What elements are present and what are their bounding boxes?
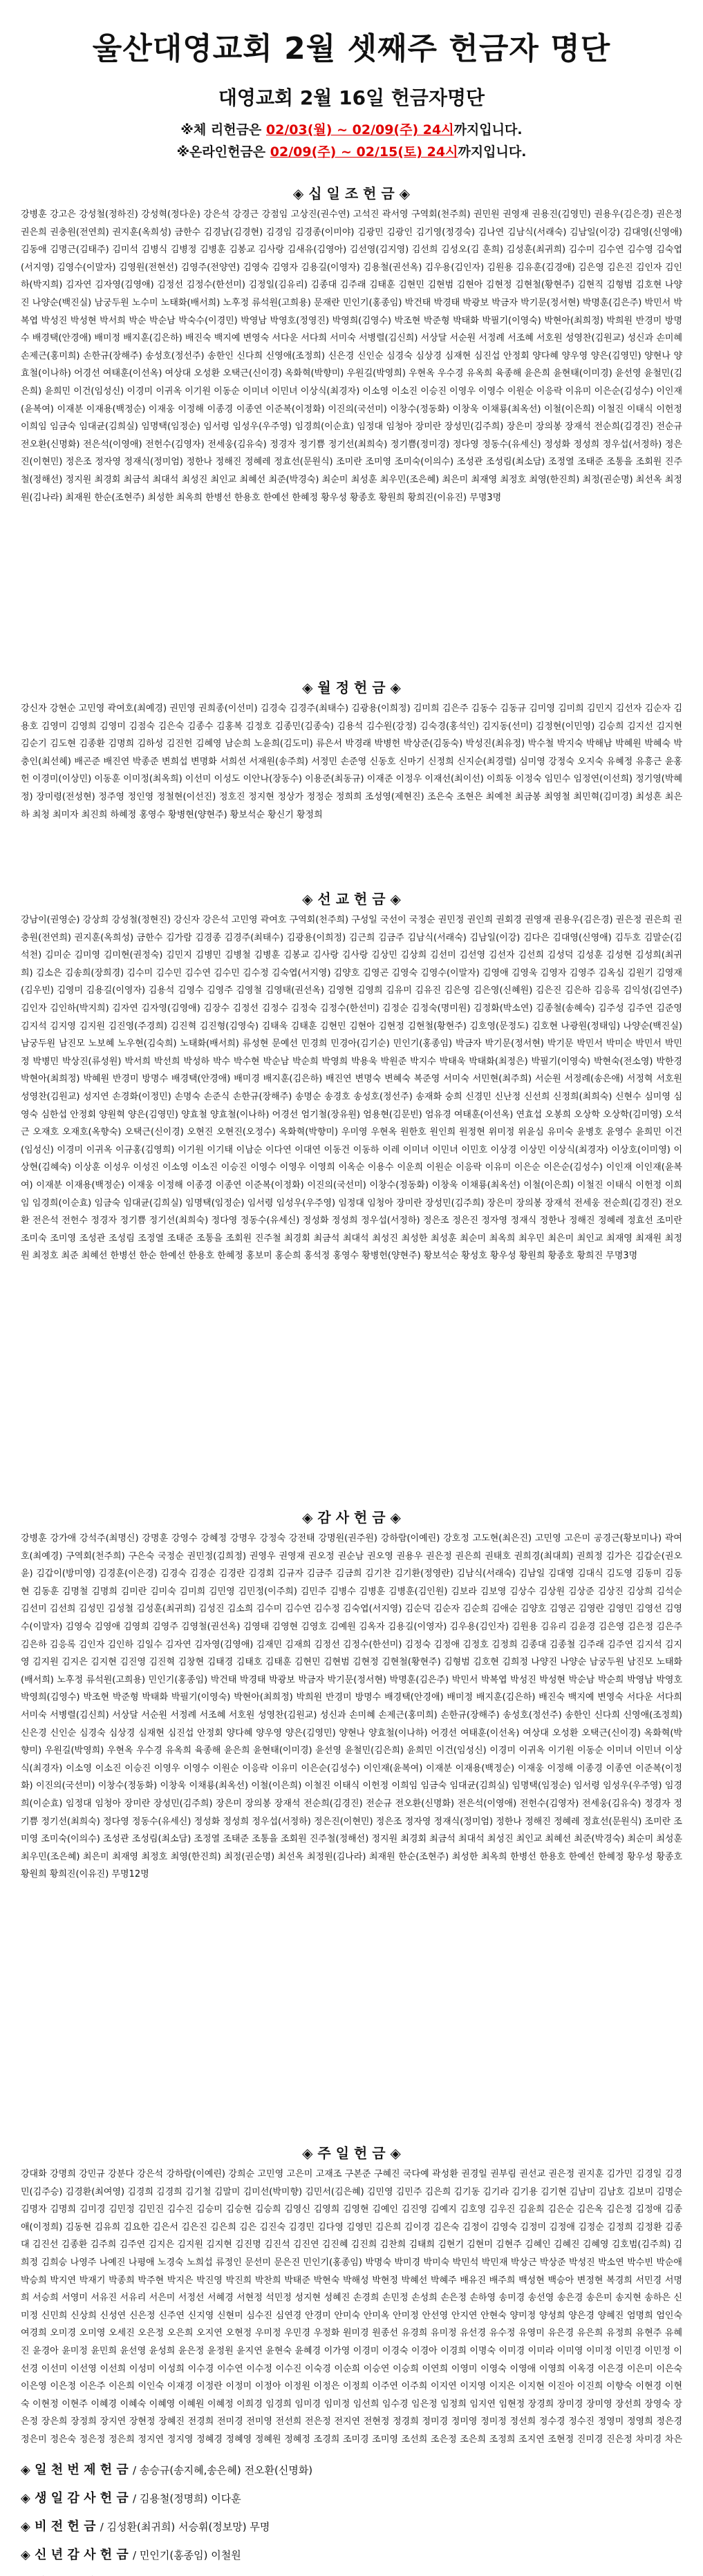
offering-period-notice-2 [0, 141, 703, 163]
list-item [21, 2484, 682, 2512]
section-title: ◈ 주 일 헌 금 ◈ [302, 2145, 401, 2161]
list-item [21, 2541, 682, 2569]
donor-names: 강대화 강명희 강민규 강분다 강은석 강하람(이예린) 강희순 고민영 고은미 고재조 구본준 구혜진 국다예 곽성환 권경일 권부림 권선교 권은정 권지훈 김가민 김경일 김경민(김주승) 김경환(최여영) 김경희 김경희 김기철 김말미 김미선(박미향) 김민서(김은혜) 김민영 김민주 김은희 김기동 김기라 김기용 김기현 김남미 김남호 김보미 김명순 김명자 김명희 김미경 김민정 김민진 김수진 김승미 김승현 김승희 김영신 김영희 김영현 김예인 김진영 김예지 김호영 김우진 김윤희 김은순 김은옥 김은정 김정애 김종애(이정희) 김동현 김유희 김요한 김은서 김은진 김은희 김은 김진숙 김경민 김다영 김영민 김은희 김이경 김은숙 김정이 김영숙 김정미 김정애 김정순 김정희 김정환 김종대 김진선 김종환 김주희 김주연 김지은 김지원 김지현 김진명 김진석 김진연 김진혜 김진희 김찬희 김태희 김현기 김현미 김현주 김혜인 김혜진 김혜영 김호범(김주희) 김희정 김희승 나영주 나예진 나평애 노경숙 노희섭 류정인 문선미 문은진 민인기(홍종임) 박명숙 박미경 박미숙 박민석 박민재 박상근 박상준 박성진 박소연 박수빈 박순애 박승희 박지연 박재기 박종희 박주현 박지은 박진영 박진희 박찬희 박태준 박현숙 박해성 박현정 박혜선 박혜주 배유진 배주희 백성현 백승아 변정현 복경희 서민경 서명희 서승희 서영미 서유진 서유리 서은미 서정선 서혜경 서현정 석민정 성지현 성혜진 손경희 손민정 손성희 손은정 손하영 송미경 송선영 송은경 송은미 송지현 송하은 신미정 신민희 신상희 신성연 신은정 신주연 신지영 신현미 심수진 심연경 안경미 안미숙 안미옥 안미정 안선영 안지연 안현숙 양미정 양성희 양은경 양혜진 엄명희 엄인숙 여경희 오미경 오미영 오세진 오은정 오은희 오지연 오현정 우미정 우민경 우정화 원미경 원종선 유경희 유미정 유선경 유수정 유영미 유은경 유은희 유정희 유현주 유혜진 윤경아 윤미정 윤민희 윤선영 윤성희 윤은정 윤정원 윤지연 윤현숙 윤혜경 이가영 이경미 이경숙 이경아 이경희 이명숙 이미경 이미라 이미영 이미정 이민경 이민정 이선경 이선미 이선영 이선희 이성미 이성희 이수경 이수연 이수정 이수진 이숙경 이순희 이승연 이승희 이연희 이영미 이영숙 이영애 이영희 이옥경 이은경 이은미 이은숙 이은영 이은정 이은주 이은희 이인숙 이재경 이정란 이정미 이정아 이정원 이정은 이정희 이주연 이주희 이지연 이지영 이지은 이지현 이진아 이진희 이향숙 이현경 이현숙 이현정 이현주 이혜경 이혜숙 이혜영 이혜원 이혜정 이희경 임경희 임미경 임미정 임선희 임수경 임은정 임정희 임지연 임현정 장경희 장미경 장미영 장선희 장영숙 장은정 장은희 장정희 장지연 장현정 장혜진 전경희 전미경 전미영 전선희 전은정 전지연 전현정 정경희 정미경 정미영 정미정 정선희 정수경 정수진 정영미 정영희 정은경 정은미 정은숙 정은정 정은희 정지연 정지영 정혜경 정혜영 정혜원 정혜정 조경희 조미경 조미영 조선희 조은정 조은희 조정희 조지연 조현정 진미경 진은정 차미경 차은 [21, 2169, 682, 2445]
offering-donors: / 민인기(홍종임) 이철원 [133, 2549, 241, 2561]
page-subtitle: 대영교회 2월 16일 헌금자명단 [218, 86, 485, 109]
period-suffix: 까지입니다. [453, 122, 523, 138]
period-range: 02/09(주) ~ 02/15(토) 24시 [270, 144, 458, 160]
period-suffix: 까지입니다. [458, 144, 527, 160]
offering-donors: / 송승규(송지혜,송은혜) 전오환(신명화) [133, 2464, 313, 2476]
offering-period-notice-1 [0, 119, 703, 141]
period-range: 02/03(월) ~ 02/09(주) 24시 [265, 122, 454, 138]
section-title: ◈ 십 일 조 헌 금 ◈ [292, 185, 411, 202]
period-prefix: ※체 리헌금은 [180, 122, 266, 138]
offering-label: ◈ 신 년 감 사 헌 금 [21, 2548, 133, 2562]
monthly-offering-section [21, 675, 682, 877]
tithe-section [21, 181, 682, 665]
page-title: 울산대영교회 2월 셋째주 헌금자 명단 [92, 31, 611, 66]
section-title: ◈ 월 정 헌 금 ◈ [302, 679, 401, 696]
offering-label: ◈ 일 천 번 제 헌 금 [21, 2463, 133, 2477]
donor-names: 강신자 강현순 고민영 곽여호(최예경) 권민영 권희종(이선미) 김경숙 김경주(최태수) 김광용(이희정) 김미희 김은주 김동수 김동규 김미영 김미희 김민지 김선자 김순자 김용호 김영미 김영희 김영미 김점숙 김은숙 김종수 김홍복 김정호 김종민(김종숙) 김용석 김수원(강정) 김숙경(홍석인) 김지동(선미) 김정현(이민영) 김승희 김지선 김지현 김순기 김도현 김종환 김명희 김하성 김진헌 김혜영 남순희 노윤희(김도미) 류은서 박경래 박병헌 박상준(김동숙) 박성진(최유정) 박수철 박지숙 박해남 박혜원 박혜숙 박충인(최선헤) 배곤준 배진연 박종준 변희섭 변명화 서희선 서재원(송주희) 서정민 손준영 신동호 신마기 신정희 신지순(최경렬) 심미영 강정숙 오지숙 유혜정 유흥근 윤홍헌 이경미(이상민) 이동훈 이미정(최옥희) 이선미 이성도 이안나(장동수) 이용준(최동규) 이재준 이정우 이재선(최이선) 이희동 이정숙 임민수 임정연(이선희) 정기영(박혜정) 장미령(전성현) 정주영 정인영 정철현(이선진) 정호진 정지현 정상가 정정순 정희희 조성영(제현진) 조은숙 조현은 최예천 최금봉 최영철 최민혁(김미경) 최성흔 최은하 최청 최미자 최진희 하혜정 홍영수 황병현(양현주) 황보석순 황신기 황정희 [21, 703, 682, 820]
donor-names: 강남이(권영순) 강상희 강성철(정현진) 강신자 강은석 고민영 곽여호 구역회(천주희) 구성일 국선이 국정순 권민정 권인희 권회경 권영재 권용우(김은경) 권은정 권은희 권충원(전연희) 권지훈(옥희성) 금한수 김가람 김경종 김경주(최태수) 김광용(이희정) 김근희 김금주 김남식(서래숙) 김남일(이강) 김다은 김대영(신영애) 김두호 김말순(김석천) 김미순 김미영 김미현(권정숙) 김민지 김병민 김병철 김병훈 김봉교 김사랑 김사랑 김상민 김상희 김선미 김선영 김선자 김선희 김성덕 김성훈 김성현 김성희(최귀희) 김소은 김송희(장희경) 김수미 김수민 김수연 김수민 김수정 김숙엽(서지영) 김양호 김영곤 김영숙 김영수(이말자) 김영애 김영욱 김영자 김영주 김옥심 김원기 김영재(김우빈) 김영미 김용길(이영자) 김용석 김영수 김영주 김영철 김영태(권선옥) 김영현 김영희 김유미 김유진 김은영 김은영(신혜원) 김은진 김은하 김응록 김익성(김연주) 김인자 김인하(박지희) 김자연 김자영(김영애) 김장수 김정선 김정수 김정숙 김정수(한선미) 김정순 김정숙(명미원) 김정화(박소연) 김종철(송혜숙) 김주성 김주연 김준영 김지석 김지영 김지원 김진영(주경희) 김진혁 김진형(김영숙) 김태욱 김태훈 김현민 김현아 김현정 김현철(황현주) 김호영(문정도) 김호현 나광원(정태임) 나양순(백진실) 남궁두원 남진모 노보혜 노우현(김숙희) 노태화(배서희) 류성현 문예선 민경희 민경아(김기순) 민인기(홍종임) 박금자 박기문(정서현) 박기문 박민서 박미순 박민서 박민정 박병민 박상진(류성원) 박서희 박선희 박성하 박수 박수현 박순남 박순희 박영희 박용욱 박원준 박지수 박태욱 박태화(최정은) 박필기(이영숙) 박현숙(전소영) 박한경 박현아(최희정) 박혜원 반경미 방명수 배경택(안경애) 배미경 배지훈(김은하) 배진연 변명숙 변혜숙 복준영 서미숙 서민현(최주희) 서순원 서정례(송은애) 서정혁 서호원 성영찬(김원교) 성지연 손경화(이정민) 손명숙 손준식 손한규(장해주) 송명순 송경호 송성호(정선주) 송재화 숭희 신경민 신난정 신선희 신정희(최희숙) 신현수 심미영 심영숙 심한섭 안정회 양원혁 양은(김영민) 양효철 양효철(이나하) 어경선 엄기철(장유원) 엄용현(김문빈) 엄유경 여태훈(이선옥) 연효섭 오봉희 오상학 오상학(김미영) 오석근 오재호 오재호(옥향숙) 오택근(신이경) 오현진 오현진(오정수) 옥화혁(박향미) 우미영 우현옥 원한호 원인희 원정현 위미정 위윤심 유미숙 윤병호 윤영수 윤희민 이건(임성신) 이경미 이귀옥 이규홍(김영희) 이기원 이기태 이남순 이다연 이대연 이동건 이동하 이레 이미녀 이민녀 이민호 이상경 이상민 이상식(최경자) 이상호(이미영) 이상현(김혜숙) 이상훈 이성우 이성진 이소영 이소진 이승진 이영수 이영우 이영희 이옥순 이용수 이운희 이원순 이응락 이유미 이은순 이은순(김성수) 이인재 이인재(윤복여) 이재분 이재용(백정순) 이재웅 이정해 이종경 이종연 이준복(이정화) 이진의(국선미) 이창수(정동화) 이창욱 이채룡(최옥선) 이철(이은희) 이철진 이태식 이헌정 이희임 임경희(이순효) 임금숙 임대균(김희실) 임명택(임정순) 임서령 임성우(우주영) 임정대 임청아 장미란 장성민(김주희) 장은미 장의봉 장재석 전세웅 전순희(김경진) 전오환 전은석 전헌수 정경자 정기쁨 정기선(최희숙) 정다영 정동수(유세신) 정성화 정성희 정우섭(서정하) 정은조 정은진 정자영 정재식 정한나 정해진 정혜레 정효선 조미란 조미숙 조미영 조성관 조성림 조정열 조태준 조통을 조회원 진주철 최경회 최금석 최대석 최성진 최성한 최성훈 최순미 최옥희 최우민 최은미 최인교 최재영 최재원 최정원 최정호 최준 최혜선 한병선 한순 한예선 한용호 한혜정 홍보미 홍순희 홍석정 홍영수 황병헌(양현주) 황보석순 황성호 황우성 황원희 황종호 황희진 무명3명 [21, 915, 682, 1262]
donor-names: 강병훈 강고은 강성철(정하진) 강성혁(정다운) 강은석 강경근 강점임 고상진(권수연) 고석진 곽서영 구역회(천주희) 권민원 권영재 권용진(김영민) 권용우(김은경) 권은정 권은희 권충원(전연희) 권지훈(옥희성) 금한수 김경남(김경현) 김경임 김경종(이미야) 김광민 김광인 김기영(정경숙) 김나연 김남식(서래숙) 김남일(이강) 김대영(신영애) 김동애 김명근(김태주) 김미석 김병식 김병정 김병훈 김봉교 김사랑 김새유(김영아) 김선영(김지영) 김선희 김성오(김 훈희) 김성훈(최귀희) 김수미 김수연 김수영 김숙엽(서지영) 김영수(이말자) 김영원(전현선) 김영주(전양연) 김영숙 김영자 김용길(이영자) 김용철(권선옥) 김우용(김인자) 김원용 김유훈(김경애) 김은영 김은진 김인자 김인하(박지희) 김자연 김자영(김영애) 김정선 김정수(한선미) 김정일(김유리) 김종대 김주래 김태훈 김현민 김현범 김현아 김현정 김현철(황현주) 김현직 김형범 김호현 나양진 나양순(백진실) 남궁두원 노수미 노태화(배서희) 노후정 류석원(고희용) 문재란 민인기(홍종임) 박건태 박경태 박광보 박금자 박기문(정서현) 박명훈(김은주) 박민서 박복엽 박성진 박성현 박서희 박순 박순남 박숙수(이경민) 박영남 박영호(정영진) 박영희(김영수) 박조현 박준형 박태화 박필기(이영숙) 박현아(최희정) 박희원 반경미 방명수 배경택(안경애) 배미정 배지훈(김은하) 배진숙 백지예 변영숙 서다운 서다희 서미숙 서병렬(김신희) 서상달 서순원 서정례 서조혜 서호원 성영찬(김원교) 성신과 손미혜 손제근(홍미희) 손한규(장해주) 송성호(정선주) 송한인 신다희 신영애(조정희) 신은경 신인순 심경숙 심상경 심재현 심진섭 안정회 양다혜 양우영 양은(김영민) 양현나 양효철(이나하) 어경선 여태훈(이선옥) 여상대 오성환 오택근(신이경) 옥화혁(박향미) 우원길(박영희) 우현옥 우수경 유옥희 육종해 윤은희 윤현태(이미경) 윤선영 윤철민(김은희) 윤희민 이건(임성신) 이경미 이귀옥 이기원 이동순 이미녀 이민녀 이상식(최경자) 이소영 이소진 이승진 이영우 이영수 이원순 이응락 이유미 이은순(김성수) 이인재(윤복여) 이재분 이재용(백정순) 이재웅 이정해 이종경 이종연 이준복(이정화) 이진의(국선미) 이창수(정동화) 이창욱 이채룡(최옥선) 이철(이은희) 이철진 이태식 이헌정 이희임 임금숙 임대균(김희실) 임명택(임정순) 임서령 임성우(우주영) 임경희(이순효) 임정대 임청아 장미란 장성민(김주희) 장은미 장의봉 장재석 전순희(김경진) 전순규 전오환(신명화) 전은석(이영애) 전헌수(김영자) 전세웅(김유숙) 정경자 정기쁨 정기선(최희숙) 정기쁨(정미경) 정다영 정동수(유세신) 정성화 정성희 정우섭(서정하) 정은진(이현민) 정은조 정자영 정재식(정미엄) 정한나 정해진 정혜레 정효선(문원식) 조미란 조미영 조미숙(이의수) 조성관 조성림(최소담) 조정열 조태준 조통을 조회원 진주철(정해선) 정지원 최경회 최금석 최대석 최성진 최인교 최혜선 최준(박경숙) 최순미 최성훈 최우민(조은혜) 최은미 최재영 최정호 최영(한진희) 최정(권순명) 최선옥 최정원(김나라) 최재원 한순(조현주) 최성한 최옥희 한병선 한용호 한예선 한혜정 황우성 황종호 황원희 황희진(이유진) 무명3명 [21, 209, 682, 503]
thanksgiving-offering-section [21, 1505, 682, 2131]
sunday-offering-section [21, 2141, 682, 2449]
offering-donors: / 김용철(정명희) 이다훈 [133, 2492, 241, 2505]
list-item [21, 2512, 682, 2541]
offering-label: ◈ 생 일 감 사 헌 금 [21, 2491, 133, 2506]
offering-donors: / 김성환(최귀희) 서승휘(정보망) 무명 [100, 2521, 270, 2533]
mission-offering-section [21, 887, 682, 1495]
offering-label: ◈ 비 전 헌 금 [21, 2519, 100, 2534]
special-offerings-list [21, 2456, 682, 2576]
list-item [21, 2456, 682, 2484]
period-prefix: ※온라인헌금은 [176, 144, 270, 160]
list-item [21, 2569, 682, 2576]
section-title: ◈ 선 교 헌 금 ◈ [302, 891, 401, 907]
donor-names: 강병훈 강가애 강석주(최명신) 강명훈 강영수 강혜정 강명우 강정숙 강전태 강명원(권주원) 강하람(이예린) 강호정 고도현(최은진) 고민영 고은미 공경근(황보미나) 곽여호(최예경) 구역회(천주희) 구은숙 국정순 권민정(김희정) 권영우 권영재 권오정 권순남 권오영 권용우 권은정 권은희 권태호 권희경(최대희) 권희정 김가은 김갑순(권오윤) 김갑이(방미영) 김경훈(이은경) 김경숙 김경순 김경란 김경회 김규자 김금주 김금희 김기찬 김기환(정영란) 김남식(서래숙) 김남일 김대영 김대식 김도영 김동미 김동현 김동훈 김명철 김명희 김미란 김미숙 김미희 김민영 김민정(이주희) 김민주 김병수 김병훈 김병훈(김인원) 김보라 김보영 김상수 김상원 김상준 김상진 김상희 김석순 김선미 김선희 김성민 김성철 김성훈(최귀희) 김성진 김소희 김수미 김수연 김수정 김숙엽(서지영) 김순덕 김순자 김순희 김애순 김양호 김영곤 김영란 김영민 김영선 김영수(이말자) 김영숙 김영애 김영희 김영주 김영철(권선옥) 김영태 김영현 김영호 김예원 김옥자 김용길(이영자) 김우용(김인자) 김원용 김유리 김윤경 김은영 김은정 김은주 김은하 김응록 김인자 김인하 김일수 김자연 김자영(김영애) 김재민 김재희 김정선 김정수(한선미) 김정숙 김정애 김정호 김정희 김종대 김종철 김주래 김주연 김지석 김지영 김지원 김지은 김지현 김진영 김진혁 김창현 김태경 김태호 김태훈 김현민 김현범 김현정 김현철(황현주) 김형범 김호현 김희정 나양진 나양순 남궁두원 남진모 노태화(배서희) 노후정 류석원(고희용) 민인기(홍종임) 박건태 박경태 박광보 박금자 박기문(정서현) 박명훈(김은주) 박민서 박복엽 박성진 박성현 박순남 박순희 박영남 박영호 박영희(김영수) 박조현 박준형 박태화 박필기(이영숙) 박현아(최희정) 박희원 반경미 방명수 배경택(안경애) 배미정 배지훈(김은하) 배진숙 백지예 변영숙 서다운 서다희 서미숙 서병렬(김신희) 서상달 서순원 서정례 서조혜 서호원 성영찬(김원교) 성신과 손미혜 손제근(홍미희) 손한규(장해주) 송성호(정선주) 송한인 신다희 신영애(조정희) 신은경 신인순 심경숙 심상경 심재현 심진섭 안정회 양다혜 양우영 양은(김영민) 양현나 양효철(이나하) 어경선 여태훈(이선옥) 여상대 오성환 오택근(신이경) 옥화혁(박향미) 우원길(박영희) 우현옥 우수경 유옥희 육종해 윤은희 윤현태(이미경) 윤선영 윤철민(김은희) 윤희민 이건(임성신) 이경미 이귀옥 이기원 이동순 이미녀 이민녀 이상식(최경자) 이소영 이소진 이승진 이영우 이영수 이원순 이응락 이유미 이은순(김성수) 이인재(윤복여) 이재분 이재용(백정순) 이재웅 이정해 이종경 이종연 이준복(이정화) 이진의(국선미) 이창수(정동화) 이창욱 이채룡(최옥선) 이철(이은희) 이철진 이태식 이헌정 이희임 임금숙 임대균(김희실) 임명택(임정순) 임서령 임성우(우주영) 임경희(이순효) 임정대 임청아 장미란 장성민(김주희) 장은미 장의봉 장재석 전순희(김경진) 전순규 전오환(신명화) 전은석(이영애) 전헌수(김영자) 전세웅(김유숙) 정경자 정기쁨 정기선(최희숙) 정다영 정동수(유세신) 정성화 정성희 정우섭(서정하) 정은진(이현민) 정은조 정자영 정재식(정미엄) 정한나 정해진 정혜레 정효선(문원식) 조미란 조미영 조미숙(이의수) 조성관 조성림(최소담) 조정열 조태준 조통을 조회원 진주철(정해선) 정지원 최경회 최금석 최대석 최성진 최인교 최혜선 최준(박경숙) 최순미 최성훈 최우민(조은혜) 최은미 최재영 최정호 최영(한진희) 최정(권순명) 최선옥 최정원(김나라) 최재원 한순(조현주) 최성한 최옥희 한병선 한용호 한예선 한혜정 황우성 황종호 황원희 황희진(이유진) 무명12명 [21, 1533, 682, 1880]
section-title: ◈ 감 사 헌 금 ◈ [302, 1509, 401, 1526]
